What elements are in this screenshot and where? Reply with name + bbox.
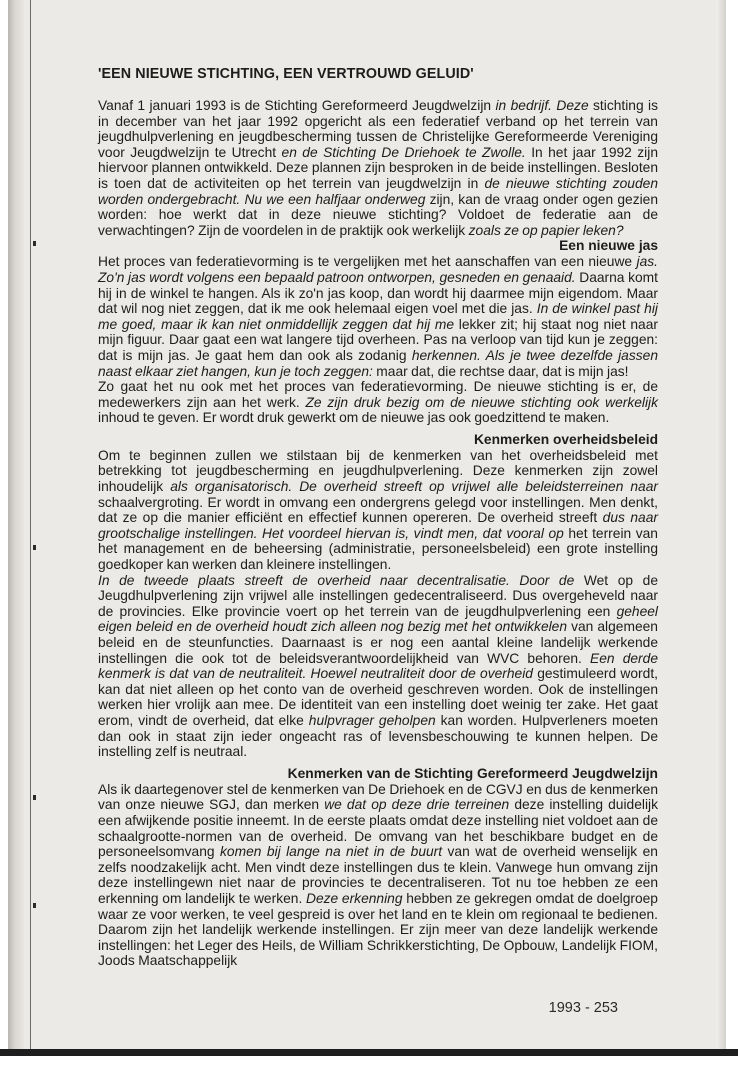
article-title: 'EEN NIEUWE STICHTING, EEN VERTROUWD GELUID' — [98, 66, 474, 82]
text-run: kan worden. Hulpverleners moeten dan ook in staat zijn ieder ongeacht ras of levensbeschouwing te kunnen helpen. De instelling zelf is neutraal. — [98, 712, 659, 760]
margin-mark — [33, 795, 36, 800]
section-heading: Kenmerken overheidsbeleid — [473, 431, 658, 447]
italic-text-run: zoals ze op papier leken? — [468, 222, 624, 238]
text-run: gestimuleerd wordt, kan dat niet alleen op het conto van de overheid geschreven worden. Ook de instellingen werken hier vrolijk aan mee. De identiteit van een instelling doet weinig ter zake. Het gaat erom, vindt de overheid, dat elke — [98, 666, 658, 728]
italic-text-run: Een derde kenmerk is dat van de neutraliteit. Hoewel neutraliteit door de overheid — [98, 650, 658, 682]
text-run: van wat de overheid wenselijk en zelfs noodzakelijk acht. Men vindt deze instellingen dus te klein. Vanwege hun omvang zijn deze instellingewn niet naar de provincies te decentraliseren. Tot nu toe hebben ze een erkenning om landelijk te werken. — [98, 844, 658, 906]
text-run: Daarna komt hij in de winkel te hangen. Als ik zo'n jas koop, dan wordt hij daarmee mijn eigendom. Maar dat wil nog niet zeggen, dat ik me ook helemaal eigen voel met die jas. — [98, 269, 658, 317]
section-heading: Een nieuwe jas — [559, 238, 658, 254]
italic-text-run: jas. Zo'n jas wordt volgens een bepaald patroon ontworpen, gesneden en genaaid. — [98, 254, 658, 285]
article-text — [98, 98, 658, 969]
page-edge — [716, 0, 726, 1056]
paragraph — [98, 379, 658, 426]
italic-text-run: In de tweede plaats streeft de overheid naar decentralisatie. Door de — [98, 572, 575, 588]
text-run: schaalvergroting. Er wordt in omvang een ondergrens gelegd voor instellingen. Men denkt, dat ze op die manier efficiënt en effectief kunnen opereren. De overheid streeft — [98, 494, 658, 526]
text-run: Als ik daartegenover stel de kenmerken van De Driehoek en de CGVJ en dus de kenmerken van onze nieuwe SGJ, dan merken — [98, 781, 658, 813]
text-run: deze instelling duidelijk een afwijkende positie inneemt. In de eerste plaats omdat deze instelling niet voldoet aan de schaalgrootte-normen van de overheid. De omvang van het beschikbare budget en de personeelsomvang — [98, 797, 658, 860]
text-run: Om te beginnen zullen we stilstaan bij de kenmerken van het overheidsbeleid met betrekking tot jeugdbescherming en jeugdhulpverlening. Deze kenmerken zijn zowel inhoudelijk — [98, 447, 658, 495]
page-binding-shadow — [8, 0, 24, 1056]
margin-mark — [33, 545, 36, 550]
text-run: hebben ze gekregen omdat de doelgroep waar ze voor werken, te veel gespreid is over het land en te klein om regionaal te bedienen. Daarom zijn het landelijk werkende instellingen. Er zijn meer van deze landelijk werkende instellingen: het Leger des Heils, de William Schrikkerstichting, De Opbouw, Landelijk FIOM, Joods Maatschappelijk — [98, 890, 658, 969]
italic-text-run: als organisatorisch. De overheid streeft op vrijwel alle beleidsterreinen naar — [170, 479, 658, 495]
text-run: Wet op de Jeugdhulpverlening zijn vrijwel alle instellingen gedecentraliseerd. Dus overgeheveld naar de provincies. Elke provincie voert op het terrein van de jeugdhulpverlening een — [98, 572, 659, 619]
italic-text-run: hulpvrager geholpen — [308, 712, 436, 728]
page-number: 1993 - 253 — [548, 1000, 618, 1016]
text-run: In het jaar 1992 zijn hiervoor plannen ontwikkeld. Deze plannen zijn besproken in de beide instellingen. Besloten is toen dat de activiteiten op het terrein van jeugdwelzijn in — [98, 144, 658, 191]
article-body — [98, 66, 658, 969]
italic-text-run: en de Stichting De Driehoek te Zwolle. — [281, 144, 526, 160]
text-run: stichting is in december van het jaar 1992 opgericht als een federatief verband op het terrein van jeugdhulpverlening en jeugdbescherming tussen de Christelijke Gereformeerde Vereniging voor Jeugdwelzijn te Utrecht — [98, 98, 658, 160]
text-run: Vanaf 1 januari 1993 is de Stichting Gereformeerd Jeugdwelzijn — [98, 98, 496, 113]
text-run: van algemeen beleid en de steunfuncties. Daarnaast is er nog een aantal kleine landelijk werkende instellingen die ook tot de beleidsverantwoordelijkheid van WVC behoren. — [98, 619, 658, 666]
text-run: maar dat, die rechtse daar, dat is mijn jas! — [372, 363, 629, 379]
italic-text-run: Deze erkenning — [305, 890, 403, 906]
binding-line — [30, 0, 31, 1056]
italic-text-run: herkennen. Als je twee dezelfde jassen naast elkaar ziet hangen, kun je toch zeggen: — [98, 347, 658, 379]
paragraph — [98, 254, 658, 379]
text-run: inhoud te geven. Er wordt druk gewerkt om de nieuwe jas ook goedzittend te maken. — [98, 410, 610, 426]
text-run: Het proces van federatievorming is te vergelijken met het aanschaffen van een nieuwe — [98, 254, 637, 270]
text-run: het terrein van het management en de beheersing (administratie, personeelsbeleid) een grote instelling goedkoper kan werken dan kleinere instellingen. — [98, 525, 658, 573]
section-heading: Kenmerken van de Stichting Gereformeerd Jeugdwelzijn — [287, 765, 658, 781]
italic-text-run: dus naar grootschalige instellingen. Het voordeel hiervan is, vindt men, dat vooral op — [98, 510, 658, 541]
italic-text-run: Ze zijn druk bezig om de nieuwe stichting ook werkelijk — [305, 394, 658, 410]
paragraph — [98, 98, 658, 238]
italic-text-run: komen bij lange na niet in de buurt — [220, 844, 443, 860]
italic-text-run: In de winkel past hij me goed, maar ik kan niet onmiddellijk zeggen dat hij me — [98, 301, 658, 332]
italic-text-run: in bedrijf. Deze — [495, 98, 589, 113]
italic-text-run: de nieuwe stichting zouden worden ondergebracht. Nu we een halfjaar onderweg — [98, 175, 659, 207]
text-run: zijn, kan de vraag onder ogen gezien worden: hoe werkt dat in deze nieuwe stichting? Voldoet de federatie aan de verwachtingen? Zijn de voordelen in de praktijk ook werkelijk — [98, 191, 658, 238]
italic-text-run: geheel eigen beleid en de overheid houdt zich alleen nog bezig met het ontwikkelen — [98, 603, 658, 635]
scan-bottom-border — [0, 1049, 738, 1056]
paragraph — [98, 782, 658, 969]
text-run: Zo gaat het nu ook met het proces van federatievorming. De nieuwe stichting is er, de medewerkers zijn aan het werk. — [98, 379, 658, 410]
scanned-page — [8, 0, 726, 1056]
text-run: lekker zit; hij staat nog niet naar mijn figuur. Daar gaat een wat langere tijd overheen. Pas na verloop van tijd kun je zeggen: dat is mijn jas. Je gaat hem dan ook als zodanig — [98, 316, 658, 363]
paragraph — [98, 448, 658, 573]
paragraph — [98, 573, 658, 760]
margin-mark — [33, 241, 36, 246]
italic-text-run: we dat op deze drie terreinen — [324, 797, 510, 813]
margin-mark — [33, 903, 36, 908]
